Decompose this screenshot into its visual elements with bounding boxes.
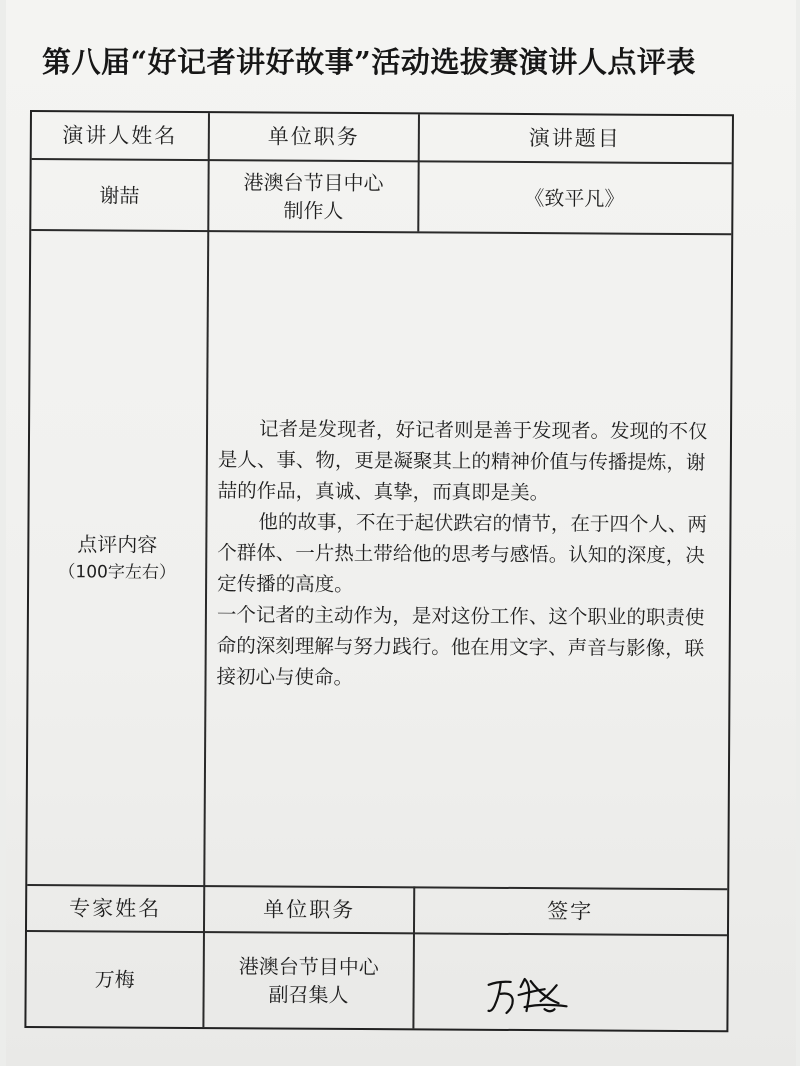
expert-name: 万梅 [94,967,135,992]
comment-length-note: （100字左右） [58,561,176,583]
page-title: 第八届“好记者讲好故事”活动选拔赛演讲人点评表 [42,45,696,79]
speaker-name: 谢喆 [99,182,140,208]
speaker-position: 制作人 [283,198,344,223]
speaker-unit-position [209,161,417,231]
header-expert-name: 专家姓名 [69,896,162,921]
header-speaker-name: 演讲人姓名 [62,123,178,148]
header-expert-unit-position: 单位职务 [263,897,356,923]
expert-unit-position [204,933,413,1028]
form-sheet [6,0,796,1066]
comment-paragraph: 记者是发现者，好记者则是善于发现者。发现的不仅是人、事、物，更是凝聚其上的精神价值与传播提炼，谢喆的作品，真诚、真挚，而真即是美。 [217,417,708,505]
handwritten-signature [484,973,574,1018]
comment-label: 点评内容 [77,531,158,557]
header-signature: 签字 [547,899,594,924]
comment-paragraph: 一个记者的主动作为，是对这份工作、这个职业的职责使命的深刻理解与努力践行。他在用文字、声音与影像，联接初心与使命。 [216,603,705,689]
comment-text [216,413,718,695]
evaluation-form [24,110,734,1032]
header-speech-topic: 演讲题目 [528,126,621,151]
speaker-unit: 港澳台节目中心 [243,169,384,195]
header-unit-position: 单位职务 [267,124,360,150]
speech-topic: 《致平凡》 [524,185,625,211]
comment-paragraph: 他的故事，不在于起伏跌宕的情节，在于四个人、两个群体、一片热土带给他的思考与感悟。认知的深度，决定传播的高度。 [217,510,708,596]
expert-position: 副召集人 [268,982,349,1007]
comment-label-cell [27,231,207,885]
expert-unit: 港澳台节目中心 [238,954,379,980]
